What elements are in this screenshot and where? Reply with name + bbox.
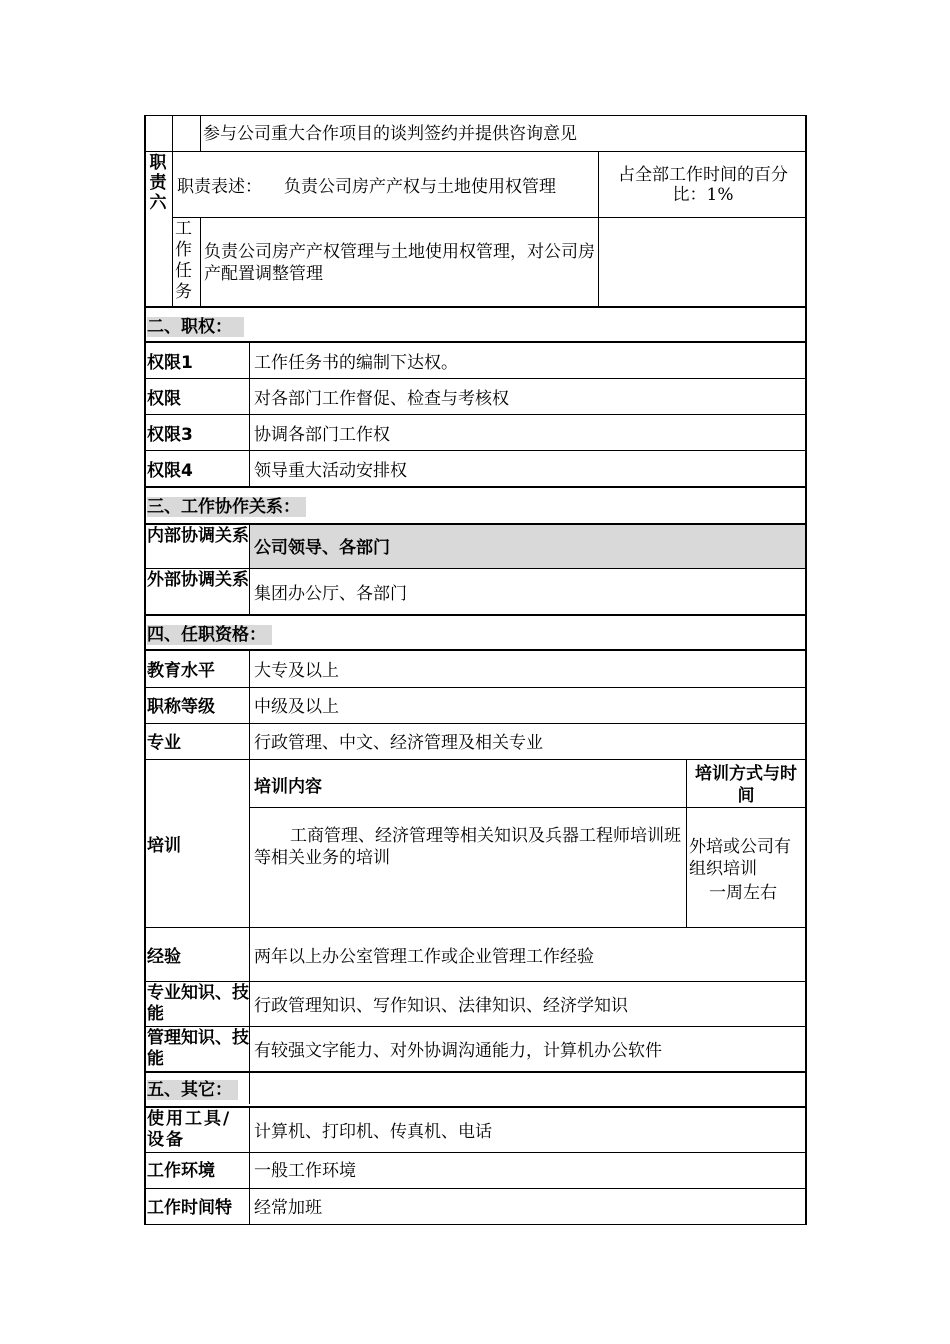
internal-coord-label: 内部协调关系 [147,526,249,546]
training-content: 工商管理、经济管理等相关知识及兵器工程师培训班等相关业务的培训 [254,826,681,868]
permission-1-value: 工作任务书的编制下达权。 [254,353,458,373]
permission-4-value: 领导重大活动安排权 [254,461,407,481]
section-border [144,1071,807,1073]
row-border [144,723,807,724]
major-value: 行政管理、中文、经济管理及相关专业 [254,733,543,753]
col-border [200,217,201,307]
row-border [144,927,807,928]
section5-title-pad [232,1080,238,1100]
experience-label: 经验 [147,947,181,967]
permission-4-label: 权限4 [147,461,193,481]
table-bottom-border [144,1224,807,1225]
row-border [144,1188,807,1189]
work-time-label: 工作时间特 [147,1198,232,1218]
section5-title [147,1079,238,1101]
internal-coord-value: 公司领导、各部门 [254,538,390,558]
row-border [144,568,807,569]
education-label: 教育水平 [147,661,215,681]
section-border [144,614,807,616]
col-border [249,1108,250,1225]
row-border [144,414,807,415]
duty6-label: 职责六 [149,153,167,213]
col-border [172,151,173,307]
permission-2-value: 对各部门工作督促、检查与考核权 [254,389,509,409]
col-border [200,115,201,151]
training-label: 培训 [147,836,181,856]
pro-skill-value: 行政管理知识、写作知识、法律知识、经济学知识 [254,996,628,1016]
duty6-time-pct: 占全部工作时间的百分比：1% [618,165,788,205]
mgmt-skill-label: 管理知识、技能 [147,1028,249,1069]
section3-title-pad [300,497,306,517]
education-value: 大专及以上 [254,661,339,681]
permission-1-label: 权限1 [147,353,193,373]
section-border [144,649,807,651]
section-border [144,341,807,343]
row-border [144,1026,807,1027]
col-border [249,651,250,1104]
section2-title [147,316,244,338]
duty6-task-label: 工作任务 [175,219,192,302]
row-border [172,217,807,218]
section-border [144,306,807,308]
col-border [598,151,599,307]
col-border [172,115,173,151]
row-border [249,807,807,808]
section-border [144,486,807,488]
section2-title-text: 二、职权： [147,317,232,337]
mgmt-skill-value: 有较强文字能力、对外协调沟通能力，计算机办公软件 [254,1041,662,1061]
duty6-top-task: 参与公司重大合作项目的谈判签约并提供咨询意见 [203,124,577,144]
tools-value: 计算机、打印机、传真机、电话 [254,1122,492,1142]
work-time-value: 经常加班 [254,1198,322,1218]
section3-title [147,496,306,518]
env-label: 工作环境 [147,1161,215,1181]
row-border [144,115,807,116]
row-border [144,759,807,760]
title-level-label: 职称等级 [147,697,215,717]
section5-title-text: 五、其它： [147,1080,232,1100]
section4-title-pad [266,625,272,645]
row-border [144,981,807,982]
permission-3-label: 权限3 [147,425,193,445]
training-method: 外培或公司有组织培训 [689,837,791,879]
row-border [144,1152,807,1153]
duty6-task: 负责公司房产产权管理与土地使用权管理，对公司房产配置调整管理 [204,242,595,284]
table-left-border [144,115,146,1225]
col-border [249,343,250,487]
section4-title [147,624,272,646]
duty6-desc: 负责公司房产产权与土地使用权管理 [284,177,556,197]
section3-title-text: 三、工作协作关系： [147,497,300,517]
title-level-value: 中级及以上 [254,697,339,717]
duty6-desc-label: 职责表述： [177,177,262,197]
section2-title-pad [232,317,244,337]
section-border [144,1106,807,1108]
tools-label: 使用工具/设备 [147,1109,232,1150]
external-coord-label: 外部协调关系 [147,570,249,590]
permission-3-value: 协调各部门工作权 [254,425,390,445]
major-label: 专业 [147,733,181,753]
table-right-border [805,115,807,1225]
row-border [144,151,807,152]
external-coord-value: 集团办公厅、各部门 [254,584,407,604]
training-method-header: 培训方式与时间 [695,764,797,806]
col-border [686,759,687,927]
permission-2-label: 权限 [147,389,181,409]
pro-skill-label: 专业知识、技能 [147,983,249,1024]
training-duration: 一周左右 [709,883,777,903]
row-border [144,378,807,379]
row-border [144,687,807,688]
section4-title-text: 四、任职资格： [147,625,266,645]
row-border [144,450,807,451]
training-content-header: 培训内容 [254,777,322,797]
experience-value: 两年以上办公室管理工作或企业管理工作经验 [254,947,594,967]
env-value: 一般工作环境 [254,1161,356,1181]
